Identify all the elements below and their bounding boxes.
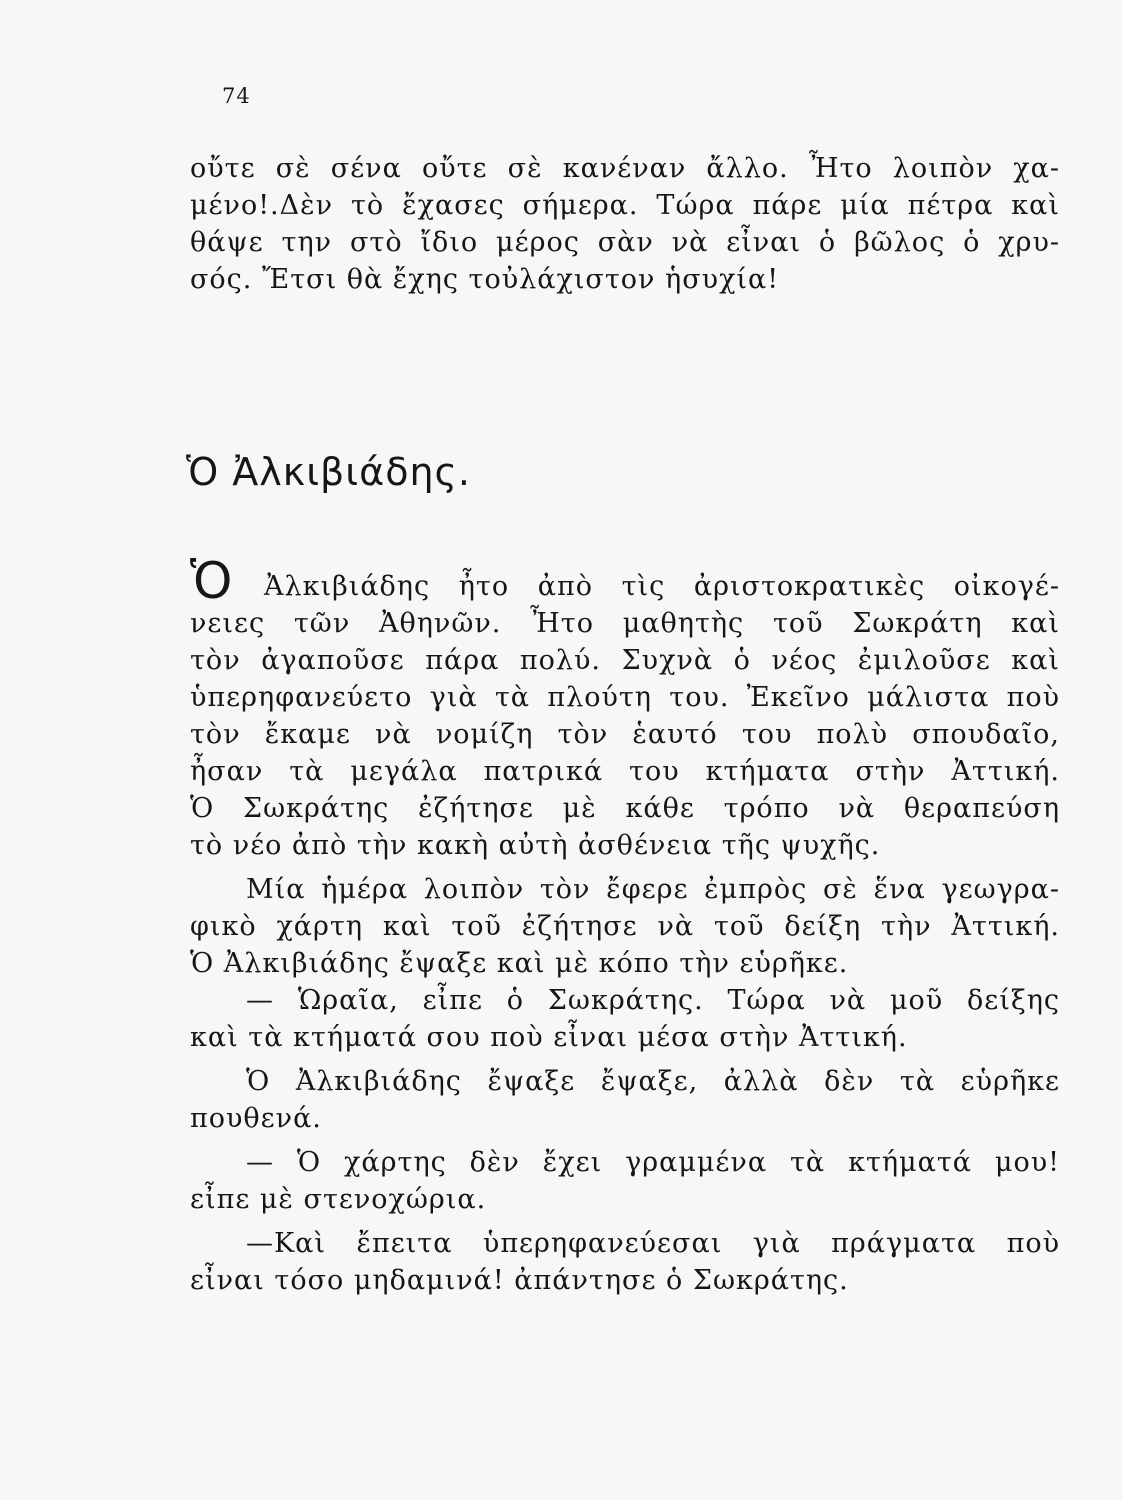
text-line-first	[190, 552, 1060, 610]
text-line: ὑπερηφανεύετο γιὰ τὰ πλούτη του. Ἐκεῖνο μάλιστα ποὺ	[190, 682, 1060, 713]
text-line: εἶναι τόσο μηδαμινά! ἀπάντησε ὁ Σωκράτης.	[190, 1265, 849, 1296]
first-line-text: Ἀλκιβιάδης ἦτο ἀπὸ τὶς ἀριστοκρατικὲς οἰκογέ-	[264, 571, 1060, 602]
text-line: τὸν ἔκαμε νὰ νομίζη τὸν ἑαυτό του πολὺ σπουδαῖο,	[190, 719, 1060, 750]
text-line: τὸ νέο ἀπὸ τὴν κακὴ αὐτὴ ἀσθένεια τῆς ψυχῆς.	[190, 830, 881, 861]
text-line: εἶπε μὲ στενοχώρια.	[190, 1184, 487, 1215]
text-line: —Καὶ ἔπειτα ὑπερηφανεύεσαι γιὰ πράγματα ποὺ	[246, 1228, 1060, 1259]
text-line: νειες τῶν Ἀθηνῶν. Ἦτο μαθητὴς τοῦ Σωκράτη καὶ	[190, 608, 1060, 639]
text-line: μένο!.Δὲν τὸ ἔχασες σήμερα. Τώρα πάρε μία πέτρα καὶ	[190, 190, 1060, 221]
paragraph-4	[190, 1063, 1060, 1137]
paragraph-2	[190, 871, 1060, 908]
text-line: ἦσαν τὰ μεγάλα πατρικά του κτήματα στὴν Ἀττική.	[190, 756, 1060, 787]
text-line: Μία ἡμέρα λοιπὸν τὸν ἔφερε ἐμπρὸς σὲ ἕνα γεωγρα-	[246, 874, 1060, 905]
text-line: τὸν ἀγαποῦσε πάρα πολύ. Συχνὰ ὁ νέος ἐμιλοῦσε καὶ	[190, 645, 1060, 676]
text-line: φικὸ χάρτη καὶ τοῦ ἐζήτησε νὰ τοῦ δείξη τὴν Ἀττική.	[190, 911, 1060, 942]
text-line: σός. Ἔτσι θὰ ἔχης τοὐλάχιστον ἡσυχία!	[190, 264, 780, 295]
text-line: Ὁ Σωκράτης ἐζήτησε μὲ κάθε τρόπο νὰ θεραπεύση	[190, 793, 1060, 824]
page-number: 74	[222, 84, 251, 108]
paragraph-1	[190, 552, 1060, 864]
text-line: Ὁ Ἀλκιβιάδης ἔψαξε ἔψαξε, ἀλλὰ δὲν τὰ εὑρῆκε	[246, 1066, 1060, 1097]
intro-paragraph	[190, 150, 1060, 298]
section-heading: Ὁ Ἀλκιβιάδης.	[186, 450, 471, 494]
text-line: — Ὡραῖα, εἶπε ὁ Σωκράτης. Τώρα νὰ μοῦ δείξης	[246, 985, 1060, 1016]
text-line: πουθενά.	[190, 1103, 322, 1134]
text-line: καὶ τὰ κτήματά σου ποὺ εἶναι μέσα στὴν Ἀττική.	[190, 1022, 908, 1053]
text-line: θάψε την στὸ ἴδιο μέρος σὰν νὰ εἶναι ὁ βῶλος ὁ χρυ-	[190, 227, 1060, 258]
paragraph-6	[190, 1225, 1060, 1299]
paragraph-3	[190, 982, 1060, 1056]
text-line: — Ὁ χάρτης δὲν ἔχει γραμμένα τὰ κτήματά μου!	[246, 1147, 1060, 1178]
story-body	[190, 552, 1060, 1299]
text-line: Ὁ Ἀλκιβιάδης ἔψαξε καὶ μὲ κόπο τὴν εὑρῆκε.	[190, 948, 849, 979]
text-line: οὔτε σὲ σένα οὔτε σὲ κανέναν ἄλλο. Ἦτο λοιπὸν χα-	[190, 153, 1060, 184]
drop-cap: Ὁ	[190, 552, 234, 610]
paragraph-5	[190, 1144, 1060, 1218]
